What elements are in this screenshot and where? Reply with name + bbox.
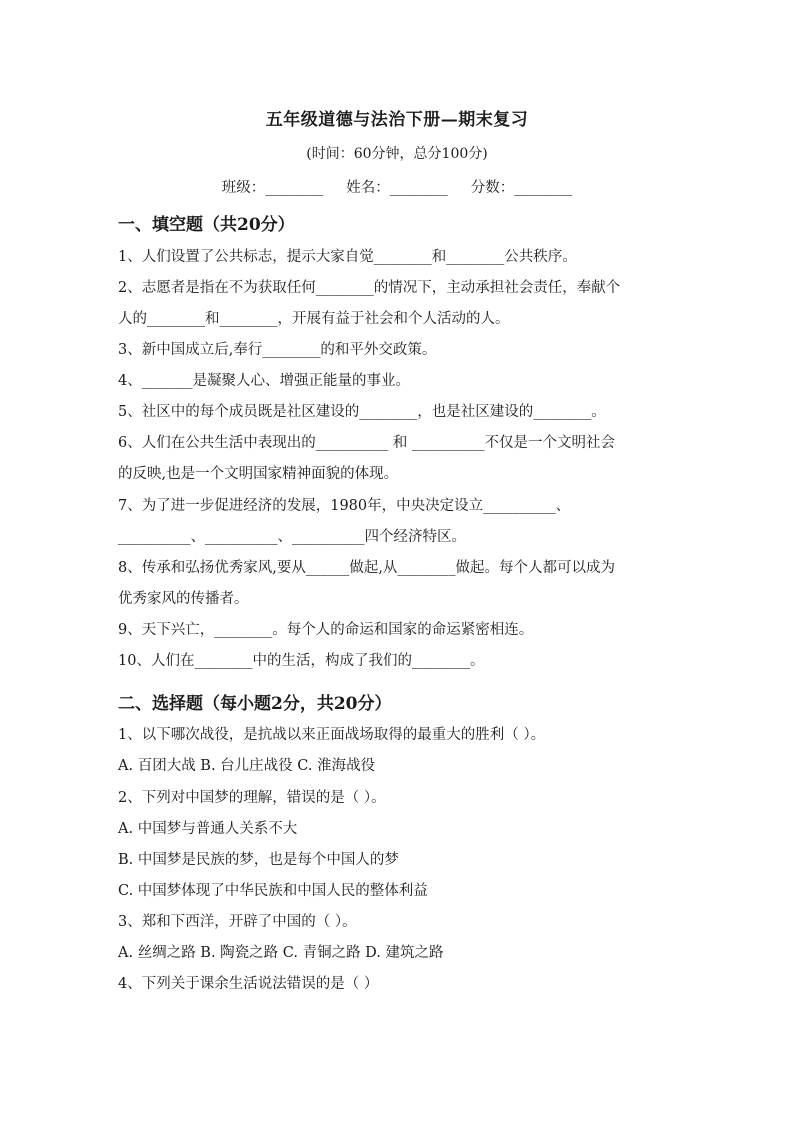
question-line: 3、郑和下西洋，开辟了中国的（ ）。 <box>118 914 357 930</box>
page-title: 五年级道德与法治下册—期末复习 <box>265 110 529 130</box>
question-line: 6、人们在公共生活中表现出的__________ 和 __________不仅是一个文明社会 <box>118 435 615 451</box>
question-line: 9、天下兴亡，________。每个人的命运和国家的命运紧密相连。 <box>118 622 534 638</box>
question-line: 2、志愿者是指在不为获取任何________的情况下，主动承担社会责任，奉献个 <box>118 280 621 296</box>
question-line: 人的________和________，开展有益于社会和个人活动的人。 <box>118 311 510 327</box>
question-line: 1、人们设置了公共标志，提示大家自觉________和________公共秩序。 <box>118 249 577 265</box>
question-line: 8、传承和弘扬优秀家风,要从______做起,从________做起。每个人都可以成为 <box>118 560 615 576</box>
question-line: 10、人们在________中的生活，构成了我们的________。 <box>118 653 485 669</box>
question-line: 7、为了进一步促进经济的发展，1980年，中央决定设立__________、 <box>118 498 571 514</box>
exam-time-subtitle: (时间：60分钟，总分100分) <box>306 146 488 162</box>
option-line: A. 百团大战 B. 台儿庄战役 C. 淮海战役 <box>118 758 376 774</box>
option-line: A. 中国梦与普通人关系不大 <box>118 821 298 837</box>
option-line: C. 中国梦体现了中华民族和中国人民的整体利益 <box>118 883 428 899</box>
student-info-line: 班级：________ 姓名：________ 分数：________ <box>221 180 573 196</box>
question-line: 优秀家风的传播者。 <box>118 591 249 607</box>
question-line: 的反映,也是一个文明国家精神面貌的体现。 <box>118 466 399 482</box>
section-heading-fill-blank: 一、填空题（共20分） <box>118 215 295 235</box>
question-line: 5、社区中的每个成员既是社区建设的________，也是社区建设的________。 <box>118 404 606 420</box>
section-heading-multiple-choice: 二、选择题（每小题2分，共20分） <box>118 694 392 714</box>
question-line: 2、下列对中国梦的理解，错误的是（ ）。 <box>118 790 386 806</box>
question-line: 4、_______是凝聚人心、增强正能量的事业。 <box>118 373 410 389</box>
question-line: 1、以下哪次战役，是抗战以来正面战场取得的最重大的胜利（ ）。 <box>118 727 546 743</box>
option-line: A. 丝绸之路 B. 陶瓷之路 C. 青铜之路 D. 建筑之路 <box>118 945 444 961</box>
question-line: 4、下列关于课余生活说法错误的是（ ） <box>118 976 379 992</box>
question-line: __________、__________、__________四个经济特区。 <box>118 529 466 545</box>
option-line: B. 中国梦是民族的梦，也是每个中国人的梦 <box>118 852 399 868</box>
question-line: 3、新中国成立后,奉行________的和平外交政策。 <box>118 342 437 358</box>
